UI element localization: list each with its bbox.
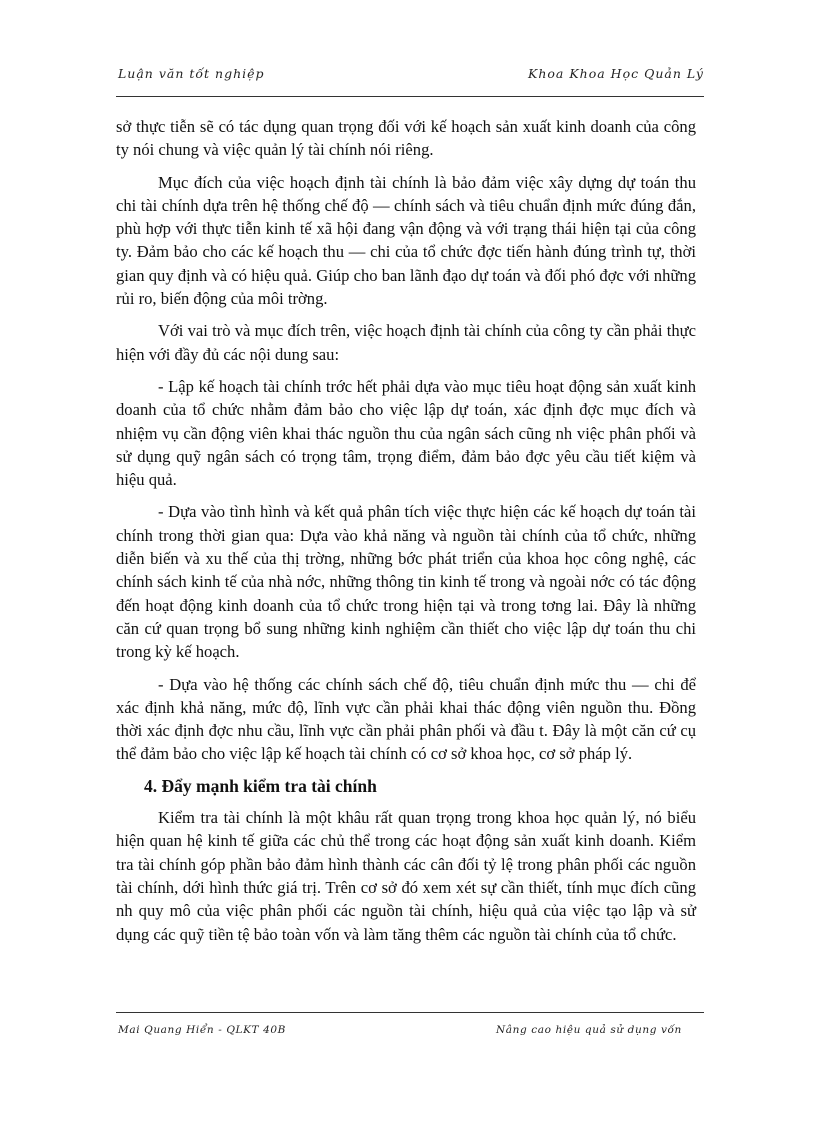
paragraph-inspection: Kiểm tra tài chính là một khâu rất quan trọng trong khoa học quản lý, nó biểu hiện quan hệ kinh tế giữa các chủ thể trong các hoạt động sản xuất kinh doanh. Kiểm tra tài chính góp phần bảo đảm hình thành các cân đối tỷ lệ trong phân phối các nguồn tài chính, dới hình thức giá trị. Trên cơ sở đó xem xét sự cần thiết, tính mục đích cũng nh quy mô của việc phân phối các nguồn tài chính, hiệu quả của việc tạo lập và sử dụng các quỹ tiền tệ bảo toàn vốn và làm tăng thêm các nguồn tài chính của tổ chức.	[116, 808, 696, 944]
list-item-policy: - Dựa vào hệ thống các chính sách chế độ, tiêu chuẩn định mức thu — chi để xác định khả năng, mức độ, lĩnh vực cần phải khai thác động viên nguồn thu. Đồng thời xác định đợc nhu cầu, lĩnh vực cần phải phân phối và đầu t. Đây là một căn cứ cụ thể đảm bảo cho việc lập kế hoạch tài chính có cơ sở khoa học, cơ sở pháp lý.	[116, 674, 696, 764]
paragraph-intro-list: Với vai trò và mục đích trên, việc hoạch định tài chính của công ty cần phải thực hiện với đầy đủ các nội dung sau:	[116, 321, 696, 364]
paragraph-continuation: sở thực tiễn sẽ có tác dụng quan trọng đối với kế hoạch sản xuất kinh doanh của công ty nói chung và việc quản lý tài chính nói riêng.	[116, 117, 696, 160]
header-right-text: Khoa Khoa Học Quản Lý	[528, 66, 704, 81]
header-divider	[116, 96, 704, 97]
header-left-text: Luận văn tốt nghiệp	[118, 66, 265, 81]
footer-left-text: Mai Quang Hiển - QLKT 40B	[118, 1024, 286, 1036]
footer-right-text: Nâng cao hiệu quả sử dụng vốn	[496, 1024, 682, 1036]
footer-divider	[116, 1012, 704, 1013]
list-item-planning: - Lập kế hoạch tài chính trớc hết phải dựa vào mục tiêu hoạt động sản xuất kinh doanh của tổ chức nhằm đảm bảo cho việc lập dự toán, xác định đợc mục đích và nhiệm vụ cần động viên khai thác nguồn thu của ngân sách cũng nh việc phân phối và sử dụng quỹ ngân sách có trọng tâm, trọng điểm, đảm bảo đợc yêu cầu tiết kiệm và hiệu quả.	[116, 376, 696, 490]
list-item-analysis: - Dựa vào tình hình và kết quả phân tích việc thực hiện các kế hoạch dự toán tài chính trong thời gian qua: Dựa vào khả năng và nguồn tài chính của tổ chức, những diễn biến và xu thế của thị trờng, những bớc phát triển của khoa học công nghệ, các chính sách kinh tế của nhà nớc, những thông tin kinh tế trong và ngoài nớc có tác động đến hoạt động kinh doanh của tổ chức trong hiện tại và trong tơng lai. Đây là những căn cứ quan trọng bổ sung những kinh nghiệm cần thiết cho việc lập dự toán thu chi trong kỳ kế hoạch.	[116, 502, 696, 662]
paragraph-purpose: Mục đích của việc hoạch định tài chính là bảo đảm việc xây dựng dự toán thu chi tài chính dựa trên hệ thống chế độ — chính sách và tiêu chuẩn định mức đúng đắn, phù hợp với thực tiễn kinh tế xã hội đang vận động và với trạng thái hiện tại của công ty. Đảm bảo cho các kế hoạch thu — chi của tổ chức đợc tiến hành đúng trình tự, thời gian quy định và có hiệu quả. Giúp cho ban lãnh đạo dự toán và đối phó đợc với những rủi ro, biến động của môi trờng.	[116, 172, 696, 309]
section-heading: 4. Đẩy mạnh kiểm tra tài chính	[144, 775, 377, 796]
document-body	[116, 115, 696, 955]
